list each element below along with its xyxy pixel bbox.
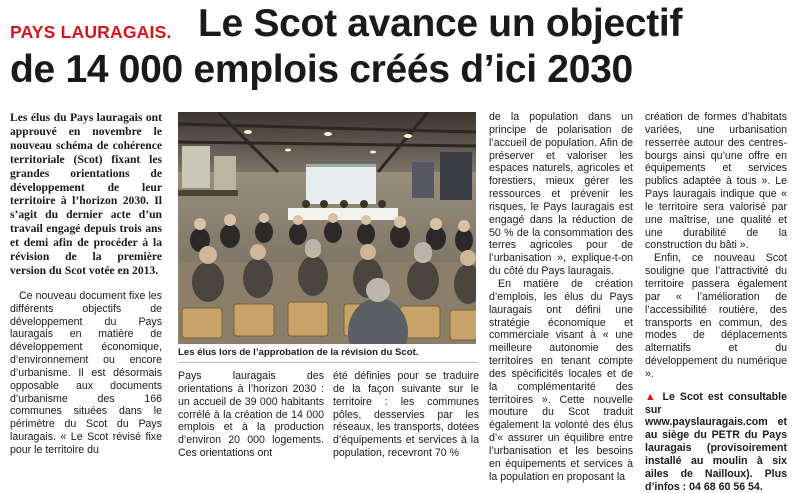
body-paragraph: Ce nouveau document fixe les différents objectifs de développement du Pays lauragais en matière de développement économique, d’environnement ou encore d’urbanisme. Il est désormais opposable aux documents d’urbanisme des 166 communes situées dans le périmètre du Scot du Pays lauragais. « Le Scot révisé fixe pour le territoire du <box>10 289 162 456</box>
column-2b <box>333 370 479 460</box>
column-4 <box>645 111 787 493</box>
headline-line-2: de 14 000 emplois créés d’ici 2030 <box>10 48 633 91</box>
column-2a <box>178 370 324 460</box>
info-text: Le Scot est consultable sur www.payslauragais.com et au siège du PETR du Pays lauragais (provisoirement installé au moulin à six ailes de Nailloux). Plus d’infos : 04 68 60 56 54. <box>645 390 787 493</box>
body-paragraph: En matière de création d’emplois, les élus du Pays lauragais ont défini une stratégie économique et commerciale visant à « une meilleure autonomie des territoires en tenant compte des spécificités locales et de la complémentarité des territoires ». Cette nouvelle mouture du Scot traduit également la volonté des élus d’« assurer un équilibre entre l’urbanisation et les besoins en équipements et services à la population en proposant la <box>489 277 633 483</box>
lead-paragraph: Les élus du Pays lauragais ont approuvé en novembre le nouveau schéma de cohérence territoriale (Scot) fixant les grandes orientations de développement de leur territoire à l’horizon 2030. Il s’agit du dernier acte d’un travail engagé depuis trois ans et demi afin de procéder à la révision de la première version du Scot votée en 2013. <box>10 111 162 277</box>
body-paragraph: création de formes d’habitats variées, une urbanisation resserrée autour des centres-bourgs ainsi qu’une offre en équipements et services publics adaptée à tous ». Le Pays lauragais indique que « le territoire sera valorisé par une maîtrise, une qualité et une durabilité de la construction du bâti ». <box>645 111 787 252</box>
body-paragraph: de la population dans un principe de polarisation de l’accueil de population. Afin de préserver et valoriser les espaces naturels, agricoles et forestiers, mieux gérer les ressources et prévenir les risques, le Pays lauragais est engagé dans la réduction de 50 % de la consommation des terres agricoles pour de l’urbanisation », explique-t-on du côté du Pays lauragais. <box>489 111 633 278</box>
photo-caption: Les élus lors de l’approbation de la révision du Scot. <box>178 347 419 358</box>
column-1 <box>10 111 162 457</box>
triangle-icon: ▲ <box>645 390 658 403</box>
article-photo <box>178 112 476 344</box>
section-kicker: PAYS LAURAGAIS. <box>10 22 172 42</box>
meeting-photo-image <box>178 112 476 344</box>
headline-line-1: Le Scot avance un objectif <box>198 2 683 45</box>
caption-divider <box>178 362 478 363</box>
column-3 <box>489 111 633 483</box>
body-paragraph: Pays lauragais des orientations à l’horizon 2030 : un accueil de 39 000 habitants corrélé à la création de 14 000 emplois et à la production d’environ 20 000 logements. Ces orientations ont <box>178 370 324 460</box>
body-paragraph: été définies pour se traduire de la façon suivante sur le territoire : les communes pôles, desservies par les réseaux, les transports, dotées d’équipements et services à la population, recevront 70 % <box>333 370 479 460</box>
info-box <box>645 391 787 493</box>
body-paragraph: Enfin, ce nouveau Scot souligne que l’attractivité du territoire passera également par « l’amélioration de l’accessibilité routière, des transports en commun, des modes de déplacements alternatifs et du développement du numérique ». <box>645 252 787 380</box>
